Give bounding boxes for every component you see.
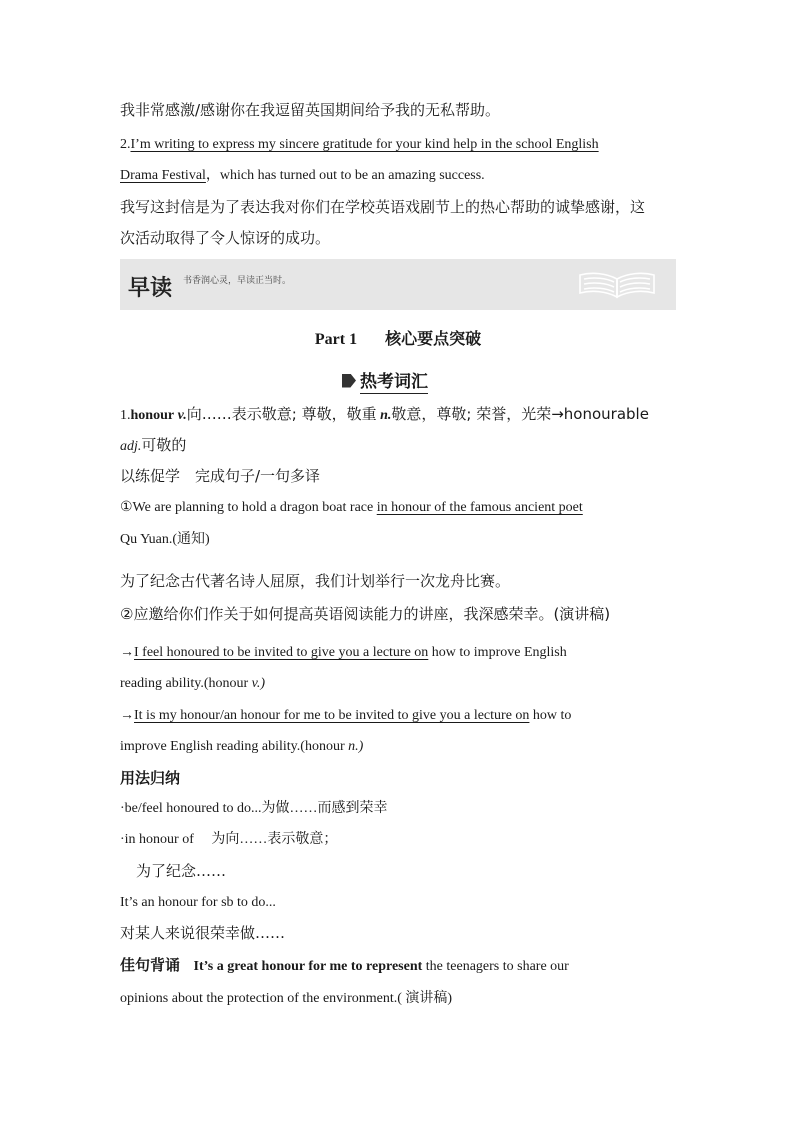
example-2-translation-a: 我写这封信是为了表达我对你们在学校英语戏剧节上的热心帮助的诚挚感谢，这 bbox=[120, 198, 646, 216]
banner-title: 早读 bbox=[128, 276, 173, 301]
entry-def-adj: 可敬的 bbox=[141, 436, 187, 454]
question-1-answer: in honour of the famous ancient poet bbox=[376, 500, 583, 515]
usage-item-1: ·be/feel honoured to do...为做……而感到荣幸 bbox=[120, 801, 388, 816]
good-sentence-rest: the teenagers to share our bbox=[425, 959, 569, 974]
question-2-prompt: ②应邀给你们作关于如何提高英语阅读能力的讲座，我深感荣幸。(演讲稿) bbox=[120, 605, 611, 623]
question-2a-line-2 bbox=[120, 674, 265, 694]
question-1-line-1 bbox=[120, 498, 583, 518]
question-2b-tail: improve English reading ability.(honour bbox=[120, 739, 345, 754]
question-2a-tail: reading ability.(honour bbox=[120, 676, 249, 691]
usage-item-5: 对某人来说很荣幸做…… bbox=[120, 924, 286, 942]
arrow-icon: → bbox=[120, 708, 134, 723]
usage-label: 用法归纳 bbox=[120, 769, 181, 787]
entry-def-verb: 向……表示敬意; 尊敬，敬重 bbox=[186, 405, 377, 423]
question-2b-answer: It is my honour/an honour for me to be invited to give you a lecture on bbox=[134, 708, 530, 723]
good-sentence-line-1 bbox=[120, 955, 569, 977]
entry-pos-verb: v. bbox=[177, 408, 187, 423]
entry-pos-noun: n. bbox=[380, 408, 392, 423]
example-2-answer-part-a: I’m writing to express my sincere gratitude for your kind help in the school English bbox=[130, 137, 599, 152]
entry-headword: honour bbox=[130, 408, 175, 423]
example-2-answer-part-b: Drama Festival bbox=[120, 168, 206, 183]
example-2-number: 2. bbox=[120, 137, 131, 152]
good-sentence-label: 佳句背诵 bbox=[120, 956, 181, 974]
part-heading bbox=[120, 326, 676, 349]
question-1-prefix: ①We are planning to hold a dragon boat race bbox=[120, 500, 374, 515]
part-number: Part 1 bbox=[314, 331, 358, 348]
entry-number: 1. bbox=[120, 408, 131, 423]
question-2a-answer: I feel honoured to be invited to give you a lecture on bbox=[134, 645, 429, 660]
good-sentence-bold: It’s a great honour for me to represent bbox=[193, 959, 423, 974]
question-2b-line-2 bbox=[120, 737, 363, 757]
question-1-translation: 为了纪念古代著名诗人屈原，我们计划举行一次龙舟比赛。 bbox=[120, 572, 511, 590]
arrow-icon: → bbox=[120, 645, 134, 660]
question-2a-rest: how to improve English bbox=[431, 645, 567, 660]
example-2-translation-b: 次活动取得了令人惊讶的成功。 bbox=[120, 229, 331, 247]
question-1-tail: Qu Yuan.(通知) bbox=[120, 532, 210, 547]
usage-item-2: ·in honour of 为向……表示敬意； bbox=[120, 832, 338, 847]
question-2a-line-1 bbox=[120, 643, 567, 663]
practice-label: 以练促学 完成句子/一句多译 bbox=[120, 467, 321, 485]
entry-headword-line bbox=[120, 404, 649, 426]
usage-item-3: 为了纪念…… bbox=[136, 862, 227, 880]
question-2a-pos: v.) bbox=[251, 676, 266, 691]
part-title: 核心要点突破 bbox=[385, 329, 482, 348]
intro-translation-line: 我非常感激/感谢你在我逗留英国期间给予我的无私帮助。 bbox=[120, 101, 501, 119]
question-2b-pos: n.) bbox=[348, 739, 364, 754]
section-marker-icon bbox=[342, 374, 356, 388]
entry-pos-adj: adj. bbox=[120, 439, 142, 454]
good-sentence-line-2: opinions about the protection of the environment.( 演讲稿) bbox=[120, 991, 453, 1006]
question-2b-line-1 bbox=[120, 706, 571, 726]
question-2b-rest: how to bbox=[532, 708, 572, 723]
entry-adj-line bbox=[120, 435, 186, 457]
section-heading bbox=[342, 367, 428, 394]
usage-item-4: It’s an honour for sb to do... bbox=[120, 895, 276, 910]
entry-def-noun: 敬意，尊敬; 荣誉，光荣→honourable bbox=[391, 405, 649, 423]
example-2-line-1 bbox=[120, 135, 599, 155]
section-title: 热考词汇 bbox=[360, 367, 428, 394]
example-2-line-2 bbox=[120, 166, 485, 186]
morning-reading-banner bbox=[120, 259, 676, 310]
example-2-rest: ，which has turned out to be an amazing success. bbox=[205, 168, 485, 183]
banner-subtitle: 书香润心灵，早读正当时。 bbox=[183, 276, 292, 286]
open-book-icon bbox=[578, 267, 656, 301]
